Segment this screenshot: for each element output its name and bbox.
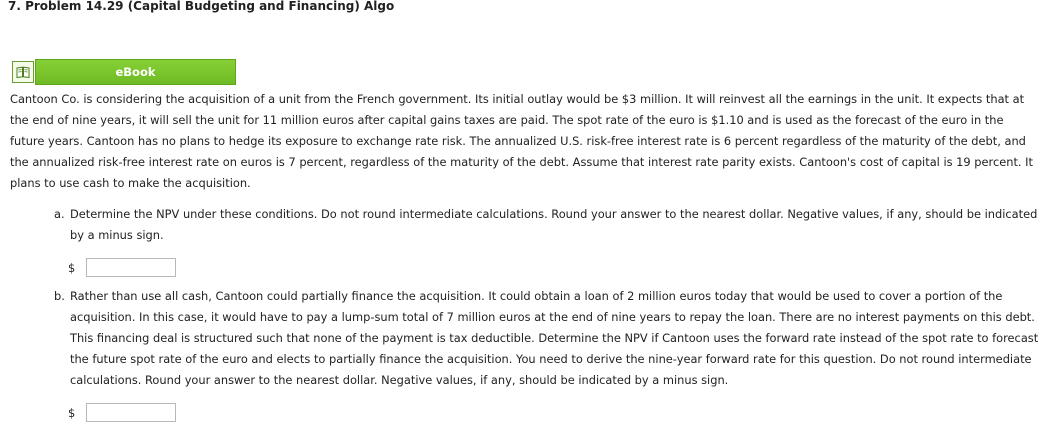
answer-b-input[interactable] xyxy=(86,403,176,422)
question-b-text: Rather than use all cash, Cantoon could partially finance the acquisition. It could obtain a loan of 2 million euros today that would be used to cover a portion of the acquisition. In this case, it would have to pay a lump-sum total of 7 million euros at the end of nine years to repay the loan. There are no interest payments on this debt. This financing deal is structured such that none of the payment is tax deductible. Determine the NPV if Cantoon uses the forward rate instead of the spot rate to forecast the future spot rate of the euro and elects to partially finance the acquisition. You need to derive the nine-year forward rate for this question. Do not round intermediate calculations. Round your answer to the nearest dollar. Negative values, if any, should be indicated by a minus sign. xyxy=(70,289,1039,387)
question-a-text: Determine the NPV under these conditions. Do not round intermediate calculations. Round your answer to the nearest dollar. Negative values, if any, should be indicated by a minus sign. xyxy=(70,207,1038,242)
question-a-label: a. xyxy=(54,207,65,221)
problem-title: 7. Problem 14.29 (Capital Budgeting and Financing) Algo xyxy=(8,0,395,13)
question-a xyxy=(54,204,1039,246)
answer-a-input[interactable] xyxy=(86,258,176,277)
currency-symbol: $ xyxy=(68,260,76,275)
question-b-label: b. xyxy=(54,289,65,303)
question-b xyxy=(54,286,1039,391)
ebook-button[interactable]: eBook xyxy=(35,59,236,85)
ebook-row xyxy=(12,59,236,85)
answer-b-row xyxy=(68,403,176,422)
book-icon[interactable] xyxy=(12,61,34,83)
problem-intro: Cantoon Co. is considering the acquisition of a unit from the French government. Its initial outlay would be $3 million. It will reinvest all the earnings in the unit. It expects that at the end of nine years, it will sell the unit for 11 million euros after capital gains taxes are paid. The spot rate of the euro is $1.10 and is used as the forecast of the euro in the future years. Cantoon has no plans to hedge its exposure to exchange rate risk. The annualized U.S. risk-free interest rate is 6 percent regardless of the maturity of the debt, and the annualized risk-free interest rate on euros is 7 percent, regardless of the maturity of the debt. Assume that interest rate parity exists. Cantoon's cost of capital is 19 percent. It plans to use cash to make the acquisition. xyxy=(10,92,1033,190)
currency-symbol: $ xyxy=(68,405,76,420)
answer-a-row xyxy=(68,258,176,277)
